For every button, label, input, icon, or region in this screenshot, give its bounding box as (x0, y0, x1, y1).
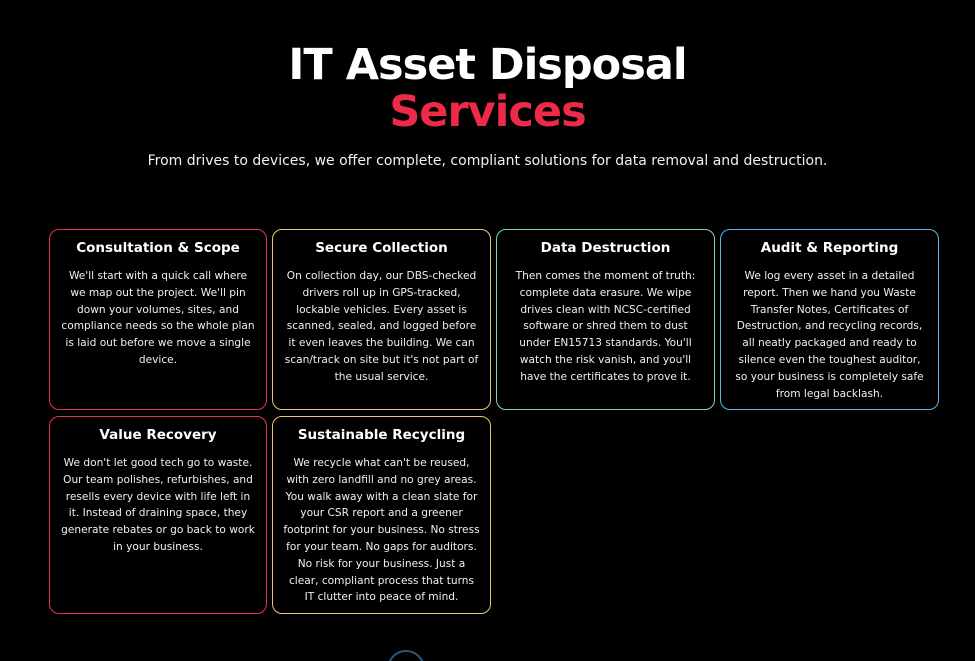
service-card-title: Value Recovery (99, 427, 217, 443)
service-card-destruction (496, 229, 715, 410)
page-title-line2: Services (389, 87, 586, 137)
service-card-recycling (272, 416, 491, 614)
page-title-line1: IT Asset Disposal (288, 40, 687, 90)
scroll-down-button[interactable] (387, 650, 425, 661)
page-subtitle: From drives to devices, we offer complete, compliant solutions for data removal and destruction. (147, 153, 828, 169)
service-card-consultation (49, 229, 267, 410)
service-card-body: We log every asset in a detailed report. Then we hand you Waste Transfer Notes, Certificates of Destruction, and recycling records, all neatly packaged and ready to silence even the toughest auditor, so your business is completely safe from legal backlash. (735, 270, 924, 400)
service-card-body: We recycle what can't be reused, with zero landfill and no grey areas. You walk away with a clean slate for your CSR report and a greener footprint for your business. No stress for your team. No gaps for auditors. No risk for your business. Just a clear, compliant process that turns IT clutter into peace of mind. (283, 457, 480, 604)
service-card-title: Secure Collection (315, 240, 448, 256)
service-card-title: Audit & Reporting (760, 240, 899, 256)
service-card-body: We'll start with a quick call where we map out the project. We'll pin down your volumes, sites, and compliance needs so the whole plan is laid out before we move a single device. (61, 270, 255, 366)
service-card-title: Data Destruction (540, 240, 671, 256)
service-card-body: On collection day, our DBS-checked drivers roll up in GPS-tracked, lockable vehicles. Every asset is scanned, sealed, and logged before it even leaves the building. We can scan/track on site but it's not part of the usual service. (284, 270, 479, 383)
service-card-audit (720, 229, 939, 410)
service-card-body: Then comes the moment of truth: complete data erasure. We wipe drives clean with NCSC-certified software or shred them to dust under EN15713 standards. You'll watch the risk vanish, and you'll have the certificates to prove it. (515, 270, 696, 383)
service-card-title: Consultation & Scope (76, 240, 240, 256)
service-card-body: We don't let good tech go to waste. Our team polishes, refurbishes, and resells every device with life left in it. Instead of draining space, they generate rebates or go back to work in your business. (61, 457, 255, 553)
service-card-title: Sustainable Recycling (297, 427, 466, 443)
service-card-collection (272, 229, 491, 410)
page-title (0, 42, 975, 136)
service-card-value-recovery (49, 416, 267, 614)
